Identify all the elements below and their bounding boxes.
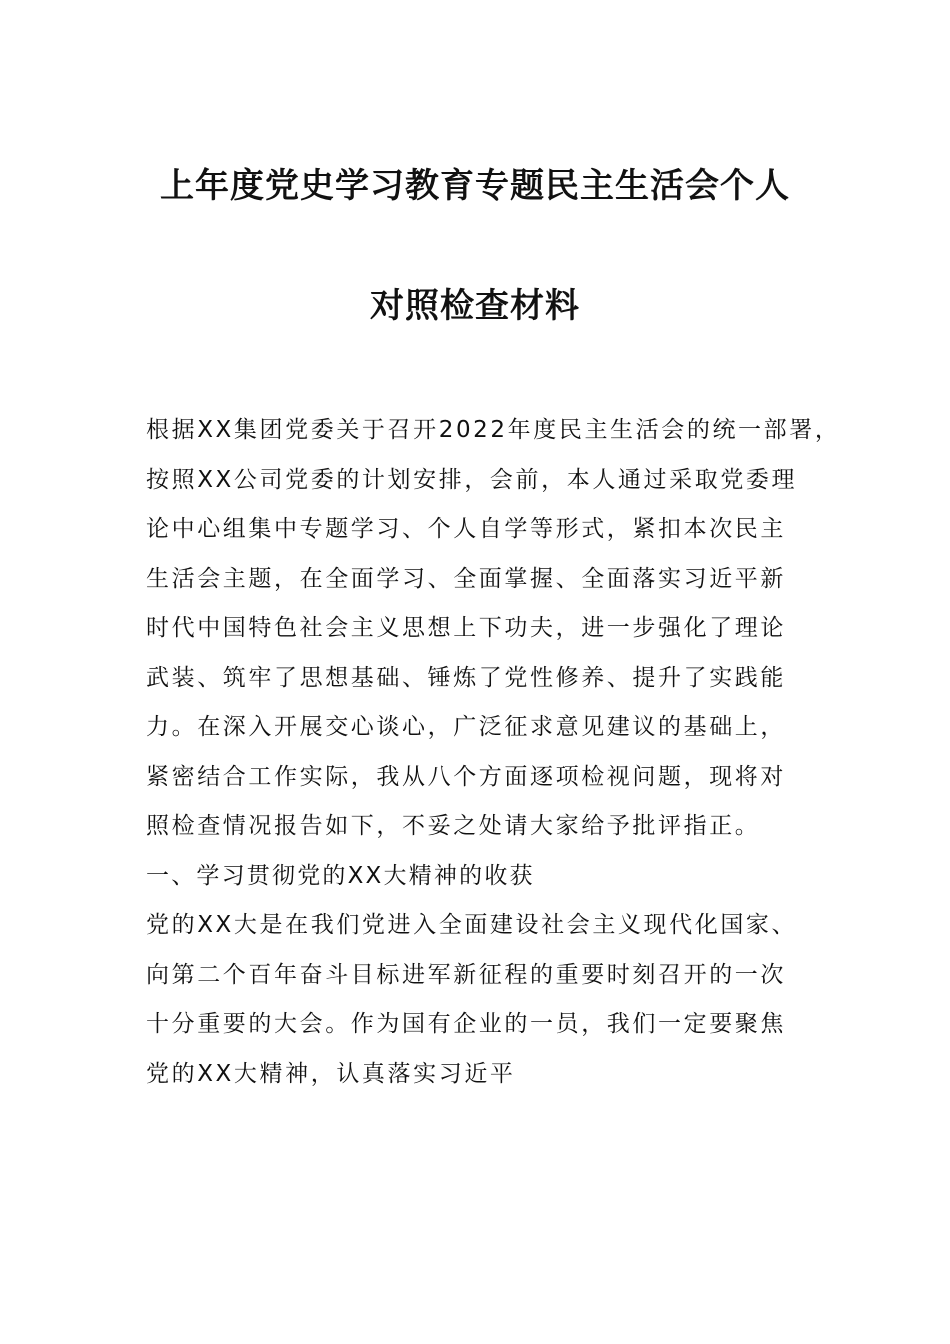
body-line: 生活会主题，在全面学习、全面掌握、全面落实习近平新 [146,565,786,592]
document-body [146,406,841,1099]
body-line: 根据XX集团党委关于召开2022年度民主生活会的统一部署， [146,417,841,443]
body-line: 向第二个百年奋斗目标进军新征程的重要时刻召开的一次 [146,961,786,988]
body-line: 紧密结合工作实际，我从八个方面逐项检视问题，现将对 [146,763,786,790]
body-line: 照检查情况报告如下，不妥之处请大家给予批评指正。 [146,813,761,839]
body-line: 党的XX大精神，认真落实习近平 [146,1060,516,1087]
body-line: 时代中国特色社会主义思想上下功夫，进一步强化了理论 [146,615,786,641]
body-line: 力。在深入开展交心谈心，广泛征求意见建议的基础上， [146,714,786,740]
section-heading: 一、学习贯彻党的XX大精神的收获 [146,862,535,889]
body-line: 武装、筑牢了思想基础、锤炼了党性修养、提升了实践能 [146,664,786,691]
document-title-line-1: 上年度党史学习教育专题民主生活会个人 [160,166,790,206]
body-line: 十分重要的大会。作为国有企业的一员，我们一定要聚焦 [146,1011,786,1037]
body-line: 论中心组集中专题学习、个人自学等形式，紧扣本次民主 [146,516,786,542]
body-line: 党的XX大是在我们党进入全面建设社会主义现代化国家、 [146,912,798,938]
document-title-line-2: 对照检查材料 [370,286,580,326]
body-line: 按照XX公司党委的计划安排，会前，本人通过采取党委理 [146,466,798,493]
